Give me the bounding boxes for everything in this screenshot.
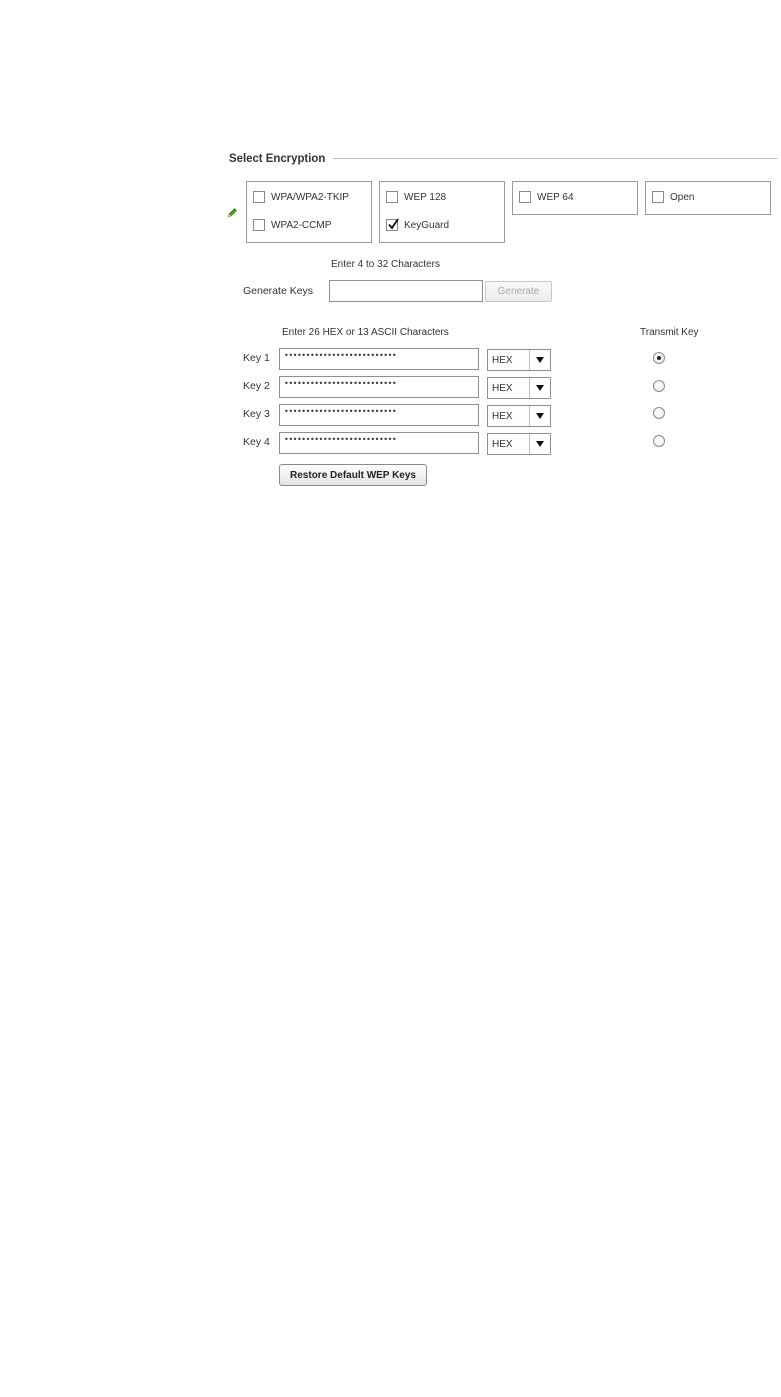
- checkmark-icon: [386, 217, 400, 231]
- key-2-input[interactable]: ••••••••••••••••••••••••••: [279, 376, 479, 398]
- restore-default-wep-keys-button[interactable]: Restore Default WEP Keys: [279, 464, 427, 486]
- key-3-transmit-radio[interactable]: [653, 407, 665, 419]
- key-1-format-select[interactable]: [487, 349, 551, 371]
- option-wpa-wpa2-tkip[interactable]: [253, 191, 349, 203]
- key-1-transmit-radio[interactable]: [653, 352, 665, 364]
- checkbox-wpa-wpa2-tkip[interactable]: [253, 191, 265, 203]
- triangle-down-icon: [529, 350, 550, 370]
- select-value: HEX: [492, 382, 513, 394]
- select-value: HEX: [492, 438, 513, 450]
- option-keyguard[interactable]: [386, 219, 449, 231]
- key-3-label: Key 3: [243, 408, 270, 420]
- triangle-down-icon: [529, 406, 550, 426]
- checkbox-wep-64[interactable]: [519, 191, 531, 203]
- option-label: WPA/WPA2-TKIP: [271, 191, 349, 203]
- key-2-label: Key 2: [243, 380, 270, 392]
- generate-hint: Enter 4 to 32 Characters: [331, 259, 440, 270]
- keys-hint: Enter 26 HEX or 13 ASCII Characters: [282, 327, 449, 338]
- section-divider: [333, 158, 777, 159]
- checkbox-keyguard[interactable]: [386, 219, 398, 231]
- key-2-format-select[interactable]: [487, 377, 551, 399]
- key-3-input[interactable]: ••••••••••••••••••••••••••: [279, 404, 479, 426]
- key-4-input[interactable]: ••••••••••••••••••••••••••: [279, 432, 479, 454]
- triangle-down-icon: [529, 434, 550, 454]
- generate-button[interactable]: Generate: [485, 281, 552, 302]
- key-1-label: Key 1: [243, 352, 270, 364]
- checkbox-wpa2-ccmp[interactable]: [253, 219, 265, 231]
- select-value: HEX: [492, 410, 513, 422]
- pencil-icon: [226, 206, 238, 224]
- section-title: Select Encryption: [229, 151, 326, 165]
- key-4-label: Key 4: [243, 436, 270, 448]
- option-label: KeyGuard: [404, 219, 450, 231]
- passphrase-input[interactable]: [329, 280, 483, 302]
- select-value: HEX: [492, 354, 513, 366]
- key-1-input[interactable]: ••••••••••••••••••••••••••: [279, 348, 479, 370]
- transmit-key-header: Transmit Key: [640, 327, 699, 338]
- generate-keys-label: Generate Keys: [243, 285, 314, 297]
- key-3-format-select[interactable]: [487, 405, 551, 427]
- option-wep-64[interactable]: [519, 191, 574, 203]
- option-label: WEP 128: [404, 191, 447, 203]
- option-wpa2-ccmp[interactable]: [253, 219, 331, 231]
- checkbox-wep-128[interactable]: [386, 191, 398, 203]
- option-label: WPA2-CCMP: [271, 219, 332, 231]
- option-label: Open: [670, 191, 695, 203]
- checkbox-open[interactable]: [652, 191, 664, 203]
- option-wep-128[interactable]: [386, 191, 446, 203]
- key-2-transmit-radio[interactable]: [653, 380, 665, 392]
- key-4-transmit-radio[interactable]: [653, 435, 665, 447]
- option-label: WEP 64: [537, 191, 574, 203]
- key-4-format-select[interactable]: [487, 433, 551, 455]
- option-open[interactable]: [652, 191, 694, 203]
- triangle-down-icon: [529, 378, 550, 398]
